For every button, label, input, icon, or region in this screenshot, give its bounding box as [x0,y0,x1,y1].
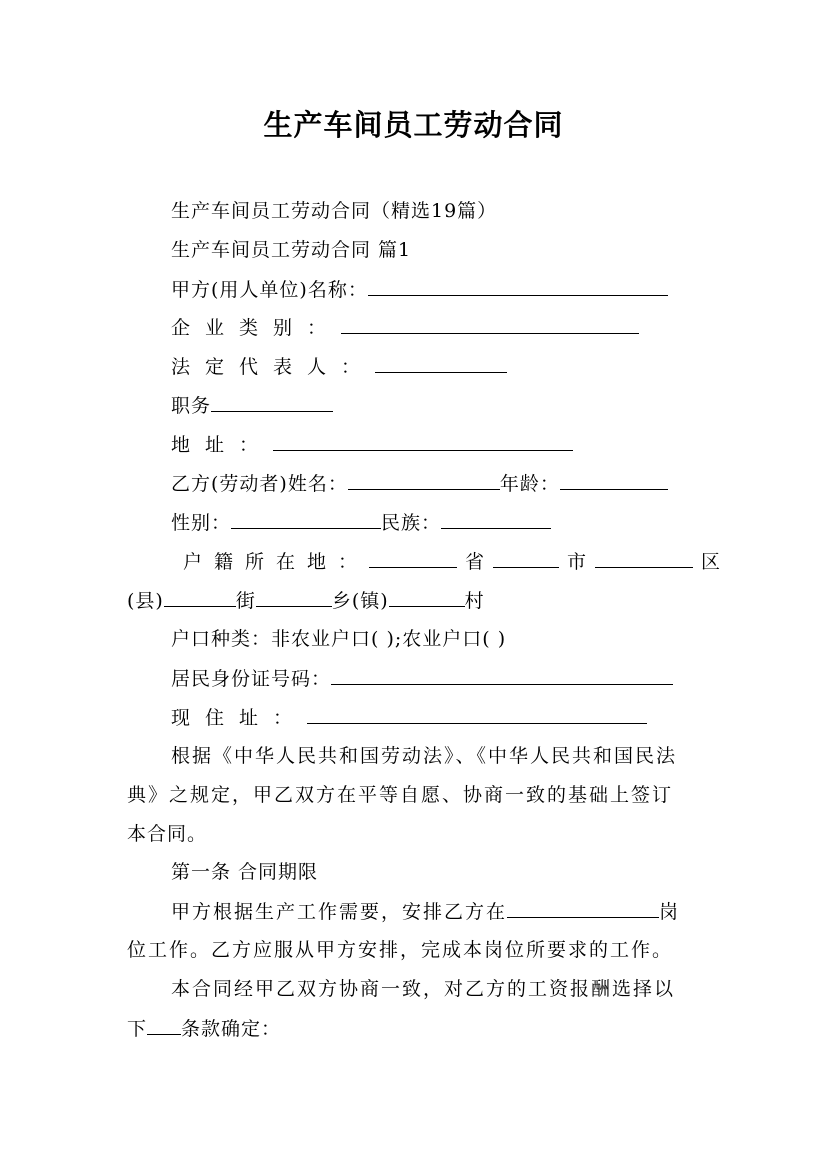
province-label: 省 [465,551,486,573]
enterprise-type-label: 企业类别： [171,317,342,339]
address-detail-row [127,588,485,613]
position-row [171,393,333,418]
gender-blank [231,510,381,529]
district-blank [595,549,693,568]
salary-text-a: 下 [127,1018,148,1040]
household-row [183,549,721,574]
legal-rep-label: 法定代表人： [171,356,376,378]
enterprise-type-row [171,315,639,340]
article-1-text-b: 岗 [659,901,681,923]
age-blank [560,471,668,490]
article-1-text-a: 甲方根据生产工作需要，安排乙方在 [171,901,508,923]
city-blank [493,549,559,568]
clause-blank [147,1016,181,1035]
hukou-type-row: 户口种类：非农业户口( );农业户口( ) [171,628,507,650]
ethnicity-blank [441,510,551,529]
party-a-name-row [171,277,668,302]
ethnicity-label: 民族： [381,512,442,534]
county-blank [164,588,236,607]
age-label: 年龄： [499,473,560,495]
party-b-name-label: 乙方(劳动者)姓名： [171,473,348,495]
gender-label: 性别： [171,512,232,534]
household-label: 户籍所在地： [183,551,370,573]
id-number-row [171,666,673,691]
position-label: 职务 [171,395,212,417]
party-a-name-blank [368,277,668,296]
party-b-row [171,471,668,496]
street-label: 街 [235,590,256,612]
post-blank [507,899,659,918]
street-blank [256,588,332,607]
current-address-row [171,705,647,730]
salary-text-b: 条款确定： [181,1018,282,1040]
basis-line-3: 本合同。 [127,823,208,845]
province-blank [369,549,457,568]
address-label: 地址： [171,434,274,456]
document-title: 生产车间员工劳动合同 [263,108,564,142]
gender-row [171,510,551,535]
enterprise-type-blank [341,315,639,334]
id-number-blank [331,666,673,685]
basis-line-2: 典》之规定，甲乙双方在平等自愿、协商一致的基础上签订 [127,784,674,806]
article-1-line-1 [171,899,680,924]
address-row [171,432,573,457]
township-label: 乡(镇) [331,590,389,612]
current-address-label: 现住址： [171,707,308,729]
subtitle: 生产车间员工劳动合同（精选19篇） [171,200,498,222]
party-a-name-label: 甲方(用人单位)名称： [171,279,368,301]
current-address-blank [307,705,647,724]
article-1-line-2: 位工作。乙方应服从甲方安排，完成本岗位所要求的工作。 [127,939,674,961]
article-1-heading: 第一条 合同期限 [171,861,319,883]
legal-rep-row [171,354,507,379]
section-heading: 生产车间员工劳动合同 篇1 [171,239,412,261]
id-number-label: 居民身份证号码： [171,668,332,690]
city-label: 市 [567,551,588,573]
salary-line-1: 本合同经甲乙双方协商一致，对乙方的工资报酬选择以 [171,978,676,1000]
basis-line-1: 根据《中华人民共和国劳动法》、《中华人民共和国民法 [171,745,678,767]
party-b-name-blank [348,471,500,490]
village-label: 村 [464,590,485,612]
position-blank [211,393,333,412]
county-label: (县) [127,590,164,612]
salary-line-2 [127,1016,281,1041]
legal-rep-blank [375,354,507,373]
district-label: 区 [701,551,722,573]
township-blank [389,588,465,607]
address-blank [273,432,573,451]
